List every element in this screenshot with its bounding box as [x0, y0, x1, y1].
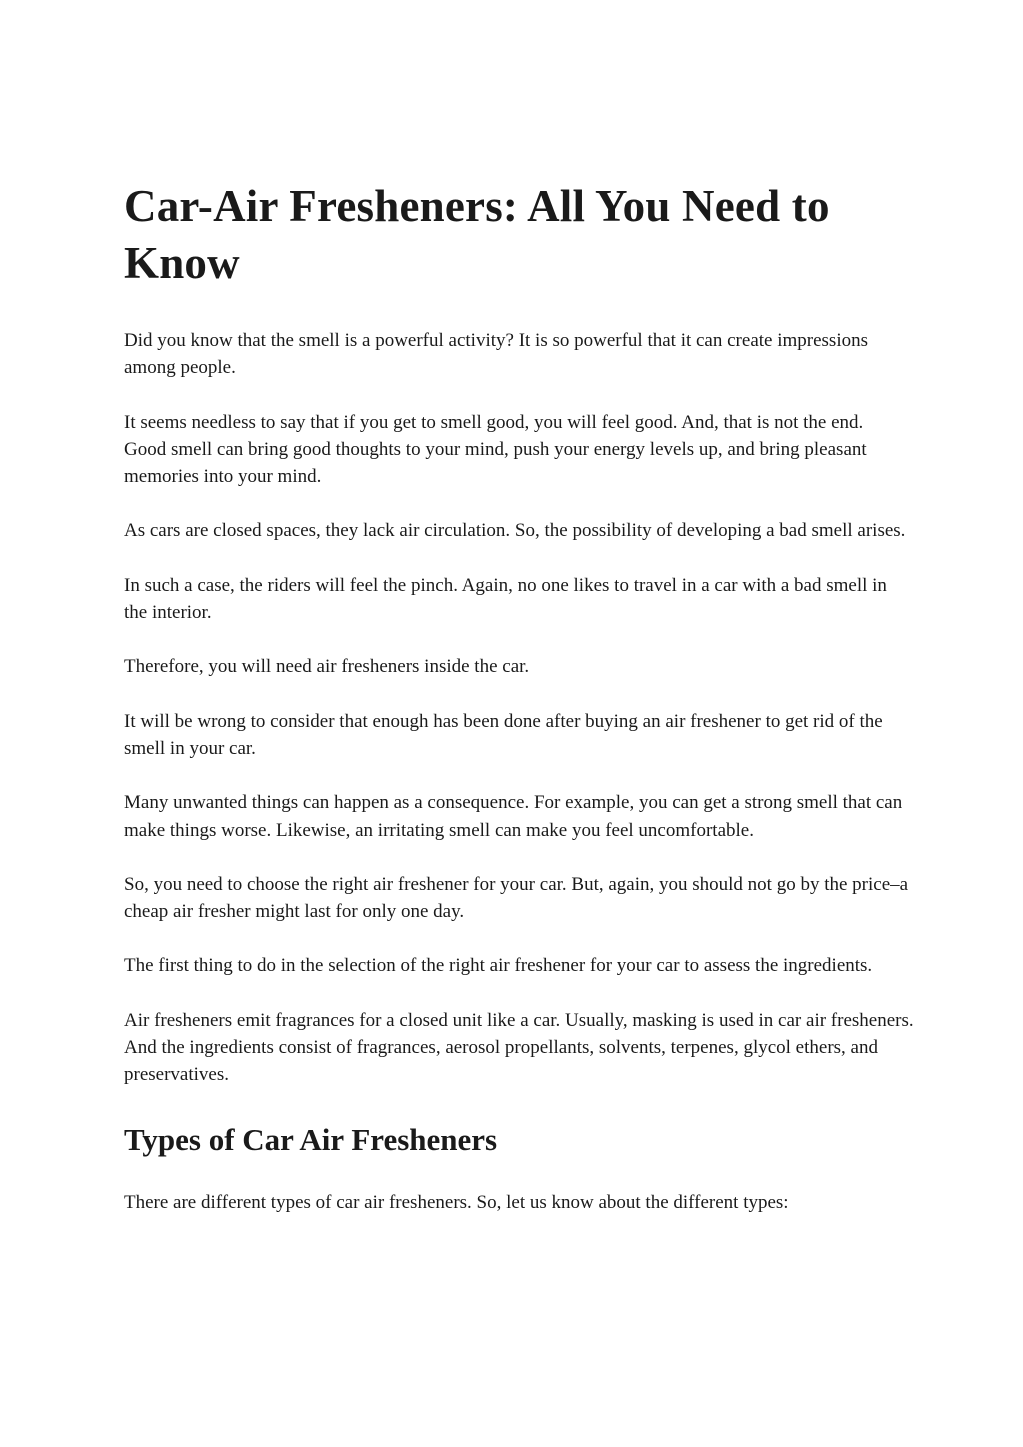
section-paragraph-1: There are different types of car air fresheners. So, let us know about the different types: — [124, 1191, 789, 1213]
paragraph-10: The first thing to do in the selection of the right air freshener for your car to assess the ingredients. — [124, 955, 873, 977]
paragraph-11: Air fresheners emit fragrances for a closed unit like a car. Usually, masking is used in car air fresheners. And the ingredients consist of fragrances, aerosol propellants, solvents, terpenes, glycol ethers, and preservatives. — [124, 1009, 914, 1086]
document-page — [124, 178, 914, 1243]
paragraph-2: It seems needless to say that if you get to smell good, you will feel good. And, that is not the end. — [124, 411, 864, 433]
intro-section — [124, 327, 914, 1089]
paragraph-5: In such a case, the riders will feel the pinch. Again, no one likes to travel in a car with a bad smell in the interior. — [124, 574, 887, 624]
paragraph-7: It will be wrong to consider that enough has been done after buying an air freshener to get rid of the smell in your car. — [124, 710, 883, 759]
section-heading-types: Types of Car Air Fresheners — [124, 1121, 498, 1157]
document-title: Car-Air Fresheners: All You Need to Know — [124, 181, 830, 288]
paragraph-1: Did you know that the smell is a powerful activity? It is so powerful that it can create impressions among people. — [124, 330, 868, 379]
paragraph-4: As cars are closed spaces, they lack air circulation. So, the possibility of developing a bad smell arises. — [124, 520, 906, 542]
paragraph-6: Therefore, you will need air fresheners inside the car. — [124, 656, 530, 678]
paragraph-8: Many unwanted things can happen as a consequence. For example, you can get a strong smell that can make things worse. Likewise, an irritating smell can make you feel uncomfortable. — [124, 792, 903, 841]
paragraph-9: So, you need to choose the right air freshener for your car. But, again, you should not go by the price–a cheap air fresher might last for only one day. — [124, 873, 909, 923]
paragraph-3: Good smell can bring good thoughts to your mind, push your energy levels up, and bring pleasant memories into your mind. — [124, 438, 867, 488]
